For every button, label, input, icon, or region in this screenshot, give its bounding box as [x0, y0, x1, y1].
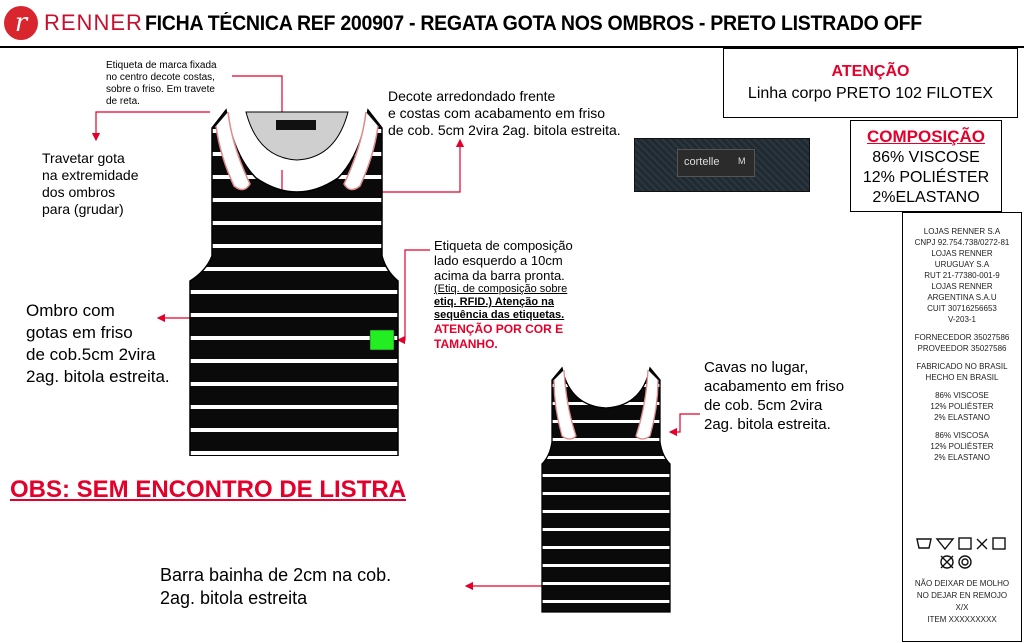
composition-line: 12% POLIÉSTER [862, 169, 990, 186]
composition-title: COMPOSIÇÃO [866, 127, 986, 146]
care-label-line: 2% ELASTANO [934, 453, 990, 462]
note-line: acabamento em friso [704, 378, 845, 395]
note-line: de cob.5cm 2vira [26, 345, 156, 364]
brand-name: RENNER [44, 10, 143, 35]
care-label-line: 86% VISCOSA [935, 431, 989, 440]
care-label-footer-line: NO DEJAR EN REMOJO [916, 591, 1008, 600]
note-line: Etiqueta de composição [434, 238, 573, 253]
care-label-line: LOJAS RENNER [931, 249, 993, 258]
care-label-line: PROVEEDOR 35027586 [917, 344, 1007, 353]
note-line: para (grudar) [42, 201, 124, 217]
note-line: lado esquerdo a 10cm [434, 253, 563, 268]
care-label-line: V-203-1 [947, 315, 977, 324]
note-barra [160, 564, 391, 610]
label-size-text: M [738, 156, 746, 166]
care-label-footer-line: NÃO DEIXAR DE MOLHO [914, 579, 1010, 588]
label-brand-text: cortelle [684, 156, 720, 168]
note-line: Decote arredondado frente [388, 88, 556, 104]
composition-tag-marker [370, 330, 394, 350]
attention-text: Linha corpo PRETO 102 FILOTEX [747, 85, 994, 102]
care-label-line: URUGUAY S.A [934, 260, 990, 269]
note-line: de cob. 5cm 2vira 2ag. bitola estreita. [388, 122, 621, 138]
note-line: no centro decote costas, [106, 72, 215, 83]
care-label-line: ARGENTINA S.A.U [927, 293, 997, 302]
note-line: e costas com acabamento em friso [388, 105, 606, 121]
care-label-line: 12% POLIÉSTER [930, 442, 994, 451]
note-cavas [704, 358, 844, 434]
note-line: na extremidade [42, 167, 139, 183]
note-ombro [26, 300, 170, 388]
care-label-footer-line: X/X [955, 603, 969, 612]
note-line: 2ag. bitola estreita. [26, 367, 170, 386]
note-line: gotas em friso [26, 323, 133, 342]
note-decote [388, 88, 621, 139]
care-label-line: FORNECEDOR 35027586 [914, 333, 1010, 342]
note-etiqueta-composicao [434, 238, 573, 352]
note-line: etiq. RFID.) Atenção na [434, 296, 554, 308]
care-label-line: RUT 21-77380-001-9 [924, 271, 1000, 280]
care-label-line: FABRICADO NO BRASIL [916, 362, 1008, 371]
care-label-line: 2% ELASTANO [934, 413, 990, 422]
garment-front-drawing [186, 106, 408, 456]
note-line: sobre o friso. Em travete [106, 84, 215, 95]
sheet-title: FICHA TÉCNICA REF 200907 - REGATA GOTA NOS OMBROS - PRETO LISTRADO OFF [145, 12, 922, 35]
note-travetar [42, 150, 139, 218]
note-line: dos ombros [42, 184, 116, 200]
composition-line: 86% VISCOSE [872, 149, 980, 166]
note-line: 2ag. bitola estreita. [704, 416, 831, 433]
note-line: de reta. [106, 96, 140, 107]
care-label-line: CUIT 30716256653 [927, 304, 997, 313]
logo-r-mark: r [14, 8, 28, 38]
composition-line: 2%ELASTANO [872, 189, 980, 206]
note-line: TAMANHO. [434, 337, 498, 351]
note-line: Cavas no lugar, [704, 359, 809, 376]
note-line: Barra bainha de 2cm na cob. [160, 565, 392, 585]
care-label-footer-line: ITEM XXXXXXXXX [927, 615, 997, 624]
note-line: Ombro com [26, 301, 115, 320]
brand-tag-marker [276, 120, 316, 130]
care-label-line: LOJAS RENNER S.A [923, 227, 1001, 236]
garment-back-drawing [540, 366, 672, 614]
note-line: ATENÇÃO POR COR E [434, 322, 564, 336]
note-etiqueta-marca [106, 60, 217, 108]
note-line: (Etiq. de composição sobre [434, 283, 568, 295]
care-label-line: 86% VISCOSE [935, 391, 989, 400]
care-label-line: 12% POLIÉSTER [930, 402, 994, 411]
note-line: acima da barra pronta. [434, 268, 565, 283]
note-line: 2ag. bitola estreita [160, 588, 308, 608]
note-line: de cob. 5cm 2vira [704, 397, 823, 414]
note-line: Etiqueta de marca fixada [106, 60, 217, 71]
note-line: sequência das etiquetas. [434, 309, 565, 321]
care-label-line: CNPJ 92.754.738/0272-81 [914, 238, 1010, 247]
note-line: Travetar gota [42, 150, 125, 166]
attention-title: ATENÇÃO [831, 63, 910, 80]
care-label-line: LOJAS RENNER [931, 282, 993, 291]
care-label-line: HECHO EN BRASIL [925, 373, 999, 382]
obs-warning: OBS: SEM ENCONTRO DE LISTRA [10, 476, 407, 503]
